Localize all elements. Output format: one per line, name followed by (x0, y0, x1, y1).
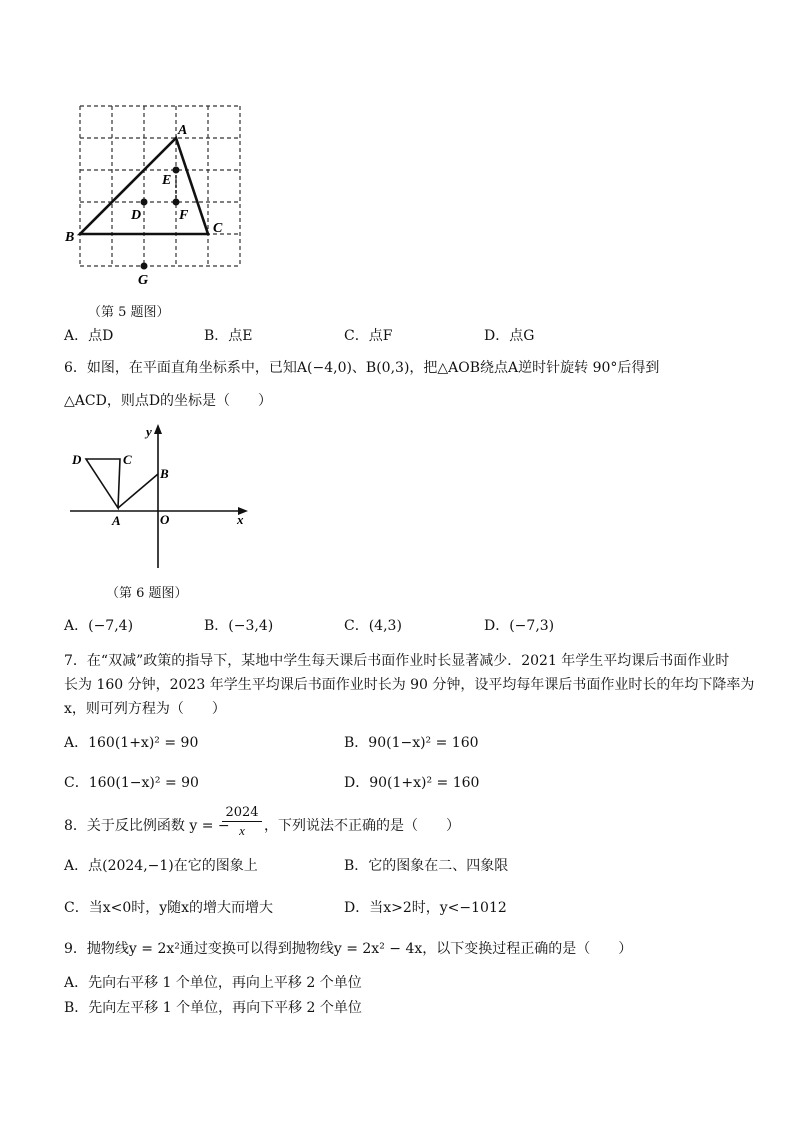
q8-denominator: x (239, 823, 245, 838)
point-d (141, 199, 148, 206)
q9-option-a[interactable]: A．先向右平移 1 个单位，再向上平移 2 个单位 (64, 975, 362, 991)
q5-caption: （第 5 题图） (88, 305, 170, 320)
triangle-aob-side (118, 474, 158, 508)
label-e: E (162, 173, 172, 188)
q7-stem-line1: 7．在“双减”政策的指导下，某地中学生每天课后书面作业时长显著减少．2021 年学生平均课后书面作业时 (64, 653, 730, 669)
label-d: D (131, 208, 142, 223)
q8-option-c[interactable]: C．当x<0时，y随x的增大而增大 (64, 900, 274, 916)
label-a: A (178, 123, 188, 138)
q7-option-a[interactable]: A．160(1+x)² = 90 (64, 735, 199, 751)
q8-numerator: 2024 (222, 805, 262, 822)
q6-option-c[interactable]: C．(4,3) (344, 618, 402, 634)
point-g (141, 263, 148, 270)
q6-option-b[interactable]: B．(−3,4) (204, 618, 274, 634)
q7-options-row1 (64, 732, 744, 754)
grid (80, 106, 240, 266)
label-g: G (138, 273, 149, 288)
q6-figure (62, 418, 258, 576)
label-c6: C (123, 452, 132, 467)
q6-options (64, 615, 744, 637)
q6-stem-line1: 6．如图，在平面直角坐标系中，已知A(−4,0)、B(0,3)，把△AOB绕点A逆时针旋转 90°后得到 (64, 360, 660, 376)
q7-options-row2 (64, 772, 744, 794)
label-b6: B (160, 466, 169, 481)
label-a6: A (112, 513, 121, 528)
label-c: C (213, 221, 223, 236)
q7-option-b[interactable]: B．90(1−x)² = 160 (344, 735, 479, 751)
point-e (173, 167, 180, 174)
q7-option-c[interactable]: C．160(1−x)² = 90 (64, 775, 199, 791)
q5-option-a[interactable]: A．点D (64, 328, 114, 344)
q7-option-d[interactable]: D．90(1+x)² = 160 (344, 775, 480, 791)
q6-option-a[interactable]: A．(−7,4) (64, 618, 134, 634)
label-y: y (146, 424, 152, 439)
q8-option-b[interactable]: B．它的图象在二、四象限 (344, 858, 509, 874)
q8-options-row1 (64, 855, 744, 877)
label-o: O (160, 512, 170, 527)
y-axis-arrow (154, 424, 162, 434)
q6-option-d[interactable]: D．(−7,3) (484, 618, 555, 634)
q7-stem-line2: 长为 160 分钟，2023 年学生平均课后书面作业时长为 90 分钟，设平均每年课后书面作业时长的年均下降率为 (64, 677, 755, 693)
q8-prefix: 8．关于反比例函数 y = − (64, 818, 230, 834)
q6-caption: （第 6 题图） (106, 586, 188, 601)
q8-suffix: ，下列说法不正确的是（ ） (264, 818, 460, 834)
label-b: B (65, 230, 75, 245)
q8-options-row2 (64, 897, 744, 919)
q8-fraction (222, 805, 262, 839)
triangle-acd (86, 459, 120, 508)
q5-options (64, 325, 744, 347)
q5-option-d[interactable]: D．点G (484, 328, 535, 344)
q9-option-b[interactable]: B．先向左平移 1 个单位，再向下平移 2 个单位 (64, 1000, 362, 1016)
label-d6: D (72, 452, 82, 467)
point-f (173, 199, 180, 206)
q7-stem-line3: x，则可列方程为（ ） (64, 701, 226, 717)
q8-option-d[interactable]: D．当x>2时，y<−1012 (344, 900, 507, 916)
q5-option-c[interactable]: C．点F (344, 328, 393, 344)
q6-stem-line2: △ACD，则点D的坐标是（ ） (64, 393, 273, 409)
label-x: x (237, 512, 244, 527)
q5-option-b[interactable]: B．点E (204, 328, 253, 344)
q8-option-a[interactable]: A．点(2024,−1)在它的图象上 (64, 858, 258, 874)
label-f: F (179, 208, 189, 223)
q9-stem: 9．抛物线y = 2x²通过变换可以得到抛物线y = 2x² − 4x，以下变换过程正确的是（ ） (64, 941, 633, 957)
q5-figure (62, 98, 252, 288)
